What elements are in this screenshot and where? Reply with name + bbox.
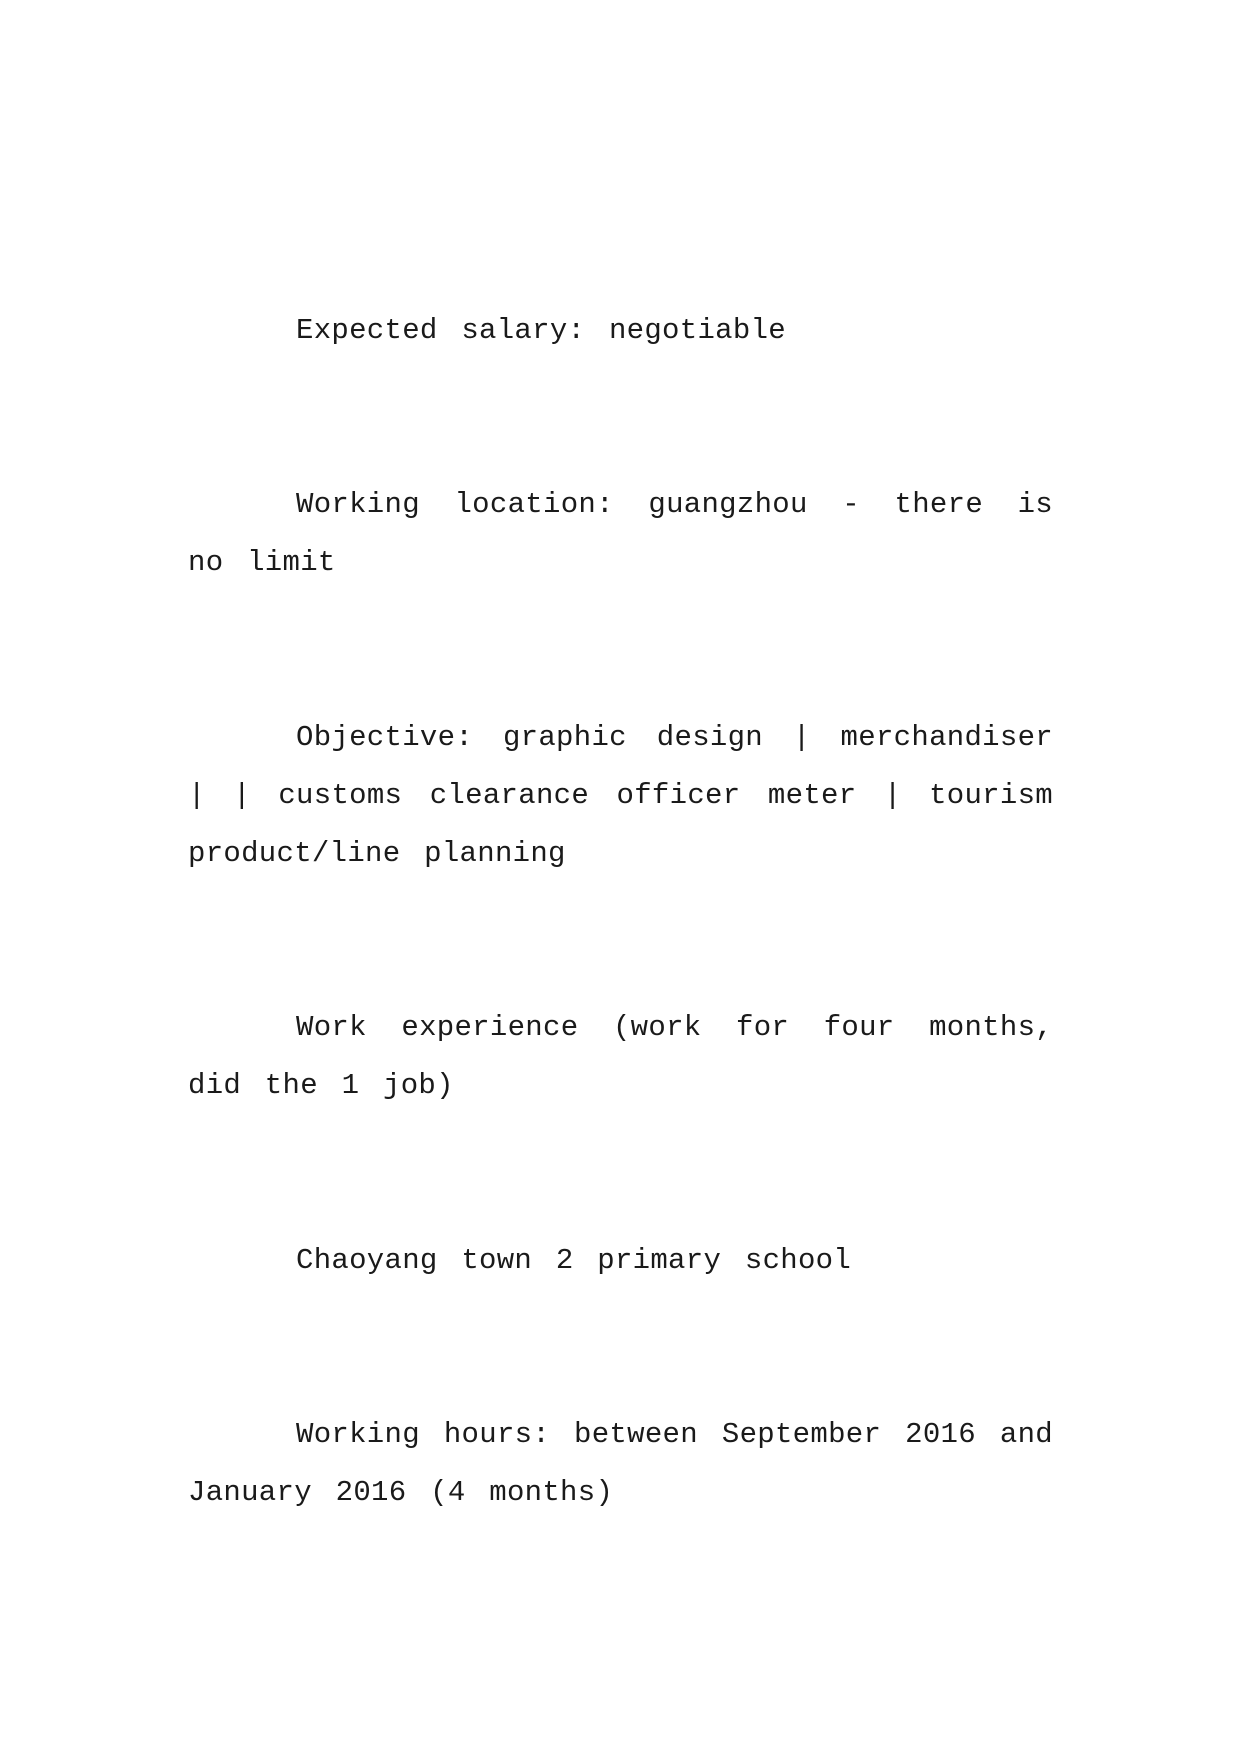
- objective-paragraph: Objective: graphic design | merchandiser | | customs clearance officer meter | tourism product/line planning: [188, 721, 1053, 870]
- employer-paragraph: Chaoyang town 2 primary school: [296, 1244, 852, 1277]
- working-hours-paragraph: Working hours: between September 2016 and January 2016 (4 months): [188, 1418, 1053, 1509]
- work-experience-paragraph: Work experience (work for four months, did the 1 job): [188, 1011, 1053, 1102]
- working-location-paragraph: Working location: guangzhou - there is no limit: [188, 488, 1053, 579]
- expected-salary-paragraph: Expected salary: negotiable: [296, 314, 786, 347]
